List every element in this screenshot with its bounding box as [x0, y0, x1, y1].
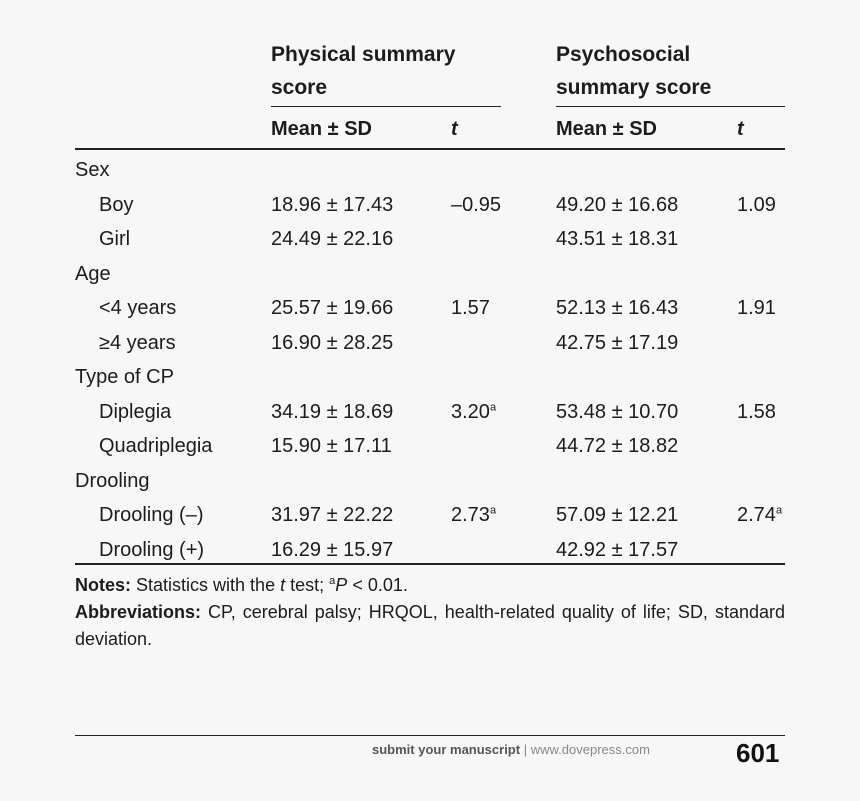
- physical-mean-cell-text: 15.90 ± 17.11: [271, 435, 392, 457]
- row-label-text: Quadriplegia: [99, 435, 213, 457]
- abbreviations-line: [75, 599, 785, 653]
- notes-p: P: [335, 575, 348, 595]
- submit-manuscript-link[interactable]: submit your manuscript: [372, 742, 521, 757]
- psychosocial-mean-cell-text: 57.09 ± 12.21: [556, 504, 679, 526]
- physical-mean-cell: [271, 227, 393, 251]
- physical-t-cell-footnote-marker: a: [489, 504, 497, 517]
- dovepress-link[interactable]: www.dovepress.com: [530, 742, 650, 757]
- physical-mean-cell-text: 16.29 ± 15.97: [271, 538, 394, 561]
- footer-rule: [75, 735, 785, 736]
- row-category-label-text: Age: [75, 262, 111, 285]
- notes-t: t: [280, 575, 286, 595]
- notes-sup: a: [329, 575, 336, 587]
- physical-mean-cell-text: 25.57 ± 19.66: [271, 297, 394, 319]
- row-category-label: [75, 158, 109, 182]
- physical-t-cell: [451, 503, 496, 527]
- physical-t-cell-text: –0.95: [451, 193, 502, 216]
- psychosocial-t-cell-text: 2.74: [737, 504, 776, 526]
- row-label-text: ≥4 years: [99, 331, 176, 354]
- psychosocial-mean-cell-text: 52.13 ± 16.43: [556, 297, 679, 319]
- row-category-label: [75, 365, 174, 389]
- physical-mean-cell-text: 24.49 ± 22.16: [271, 228, 394, 250]
- psychosocial-mean-cell: [556, 434, 678, 458]
- physical-mean-cell-text: 18.96 ± 17.43: [271, 193, 394, 216]
- physical-mean-cell: [271, 296, 393, 320]
- psychosocial-t-cell-text: 1.09: [737, 193, 776, 216]
- physical-mean-cell-text: 16.90 ± 28.25: [271, 331, 394, 354]
- row-label: [99, 503, 203, 527]
- psychosocial-mean-cell: [556, 331, 678, 355]
- physical-mean-cell: [271, 331, 393, 355]
- abbreviations-text: CP, cerebral palsy; HRQOL, health-related quality of life; SD, standard deviation.: [75, 602, 785, 649]
- row-label: [99, 434, 212, 458]
- psychosocial-t-cell: [737, 296, 776, 320]
- psychosocial-mean-cell-text: 53.48 ± 10.70: [556, 400, 679, 423]
- row-category-label-text: Sex: [75, 159, 110, 181]
- psychosocial-t-cell-footnote-marker: a: [775, 504, 783, 517]
- row-category-label-text: Drooling: [75, 469, 150, 492]
- physical-t-cell: [451, 400, 496, 424]
- psychosocial-t-cell: [737, 400, 776, 424]
- psychosocial-mean-cell: [556, 503, 678, 527]
- row-label-text: Drooling (–): [99, 504, 204, 526]
- notes-text-3: < 0.01.: [352, 575, 408, 595]
- physical-mean-cell: [271, 434, 392, 458]
- psychosocial-mean-cell: [556, 400, 678, 424]
- psychosocial-mean-cell: [556, 296, 678, 320]
- psychosocial-mean-cell: [556, 193, 678, 217]
- row-category-label: [75, 262, 111, 286]
- page-number: 601: [736, 738, 780, 763]
- row-category-label-text: Type of CP: [75, 366, 174, 388]
- notes-text-2: test;: [290, 575, 325, 595]
- notes-line: [75, 572, 785, 599]
- row-label: [99, 193, 133, 217]
- physical-mean-cell: [271, 400, 393, 424]
- psychosocial-mean-cell-text: 42.75 ± 17.19: [556, 331, 679, 354]
- psychosocial-t-cell-text: 1.58: [737, 400, 776, 423]
- footer-text: [372, 742, 650, 757]
- row-label: [99, 296, 176, 320]
- row-label-text: <4 years: [99, 297, 177, 319]
- psychosocial-t-cell: [737, 193, 776, 217]
- group-header-physical: Physical summary score: [271, 43, 456, 99]
- col-header-physical-t: t: [451, 118, 458, 140]
- physical-t-cell-text: 2.73: [451, 504, 490, 526]
- group-header-psychosocial: Psychosocial summary score: [556, 43, 712, 99]
- notes-block: [75, 572, 785, 653]
- physical-t-cell: [451, 296, 490, 320]
- psychosocial-mean-cell-text: 42.92 ± 17.57: [556, 538, 679, 561]
- psychosocial-t-cell-text: 1.91: [737, 297, 776, 319]
- psychosocial-mean-cell: [556, 538, 678, 562]
- physical-mean-cell: [271, 193, 393, 217]
- psychosocial-mean-cell-text: 44.72 ± 18.82: [556, 435, 679, 457]
- row-label: [99, 227, 130, 251]
- psychosocial-mean-cell-text: 49.20 ± 16.68: [556, 193, 679, 216]
- row-label: [99, 400, 171, 424]
- psychosocial-mean-cell-text: 43.51 ± 18.31: [556, 228, 679, 250]
- row-category-label: [75, 469, 149, 493]
- physical-mean-cell-text: 31.97 ± 22.22: [271, 504, 394, 526]
- physical-mean-cell: [271, 503, 393, 527]
- row-label-text: Diplegia: [99, 400, 172, 423]
- col-header-psychosocial-t: t: [737, 118, 744, 140]
- physical-mean-cell-text: 34.19 ± 18.69: [271, 400, 394, 423]
- row-label: [99, 331, 176, 355]
- group-underline-psychosocial: [556, 106, 785, 107]
- physical-t-cell: [451, 193, 501, 217]
- psychosocial-t-cell: [737, 503, 782, 527]
- physical-mean-cell: [271, 538, 393, 562]
- row-label-text: Boy: [99, 193, 134, 216]
- notes-label: Notes:: [75, 575, 132, 595]
- row-label-text: Drooling (+): [99, 538, 205, 561]
- bottom-rule: [75, 563, 785, 565]
- col-header-psychosocial-mean: Mean ± SD: [556, 118, 657, 140]
- row-label-text: Girl: [99, 228, 131, 250]
- header-rule: [75, 148, 785, 150]
- col-header-physical-mean: Mean ± SD: [271, 118, 372, 140]
- physical-t-cell-text: 3.20: [451, 400, 490, 423]
- psychosocial-mean-cell: [556, 227, 678, 251]
- abbreviations-label: Abbreviations:: [75, 602, 202, 622]
- group-underline-physical: [271, 106, 501, 107]
- footer-separator: |: [523, 742, 528, 757]
- physical-t-cell-footnote-marker: a: [489, 400, 497, 413]
- notes-text-1: Statistics with the: [136, 575, 276, 595]
- row-label: [99, 538, 204, 562]
- physical-t-cell-text: 1.57: [451, 297, 490, 319]
